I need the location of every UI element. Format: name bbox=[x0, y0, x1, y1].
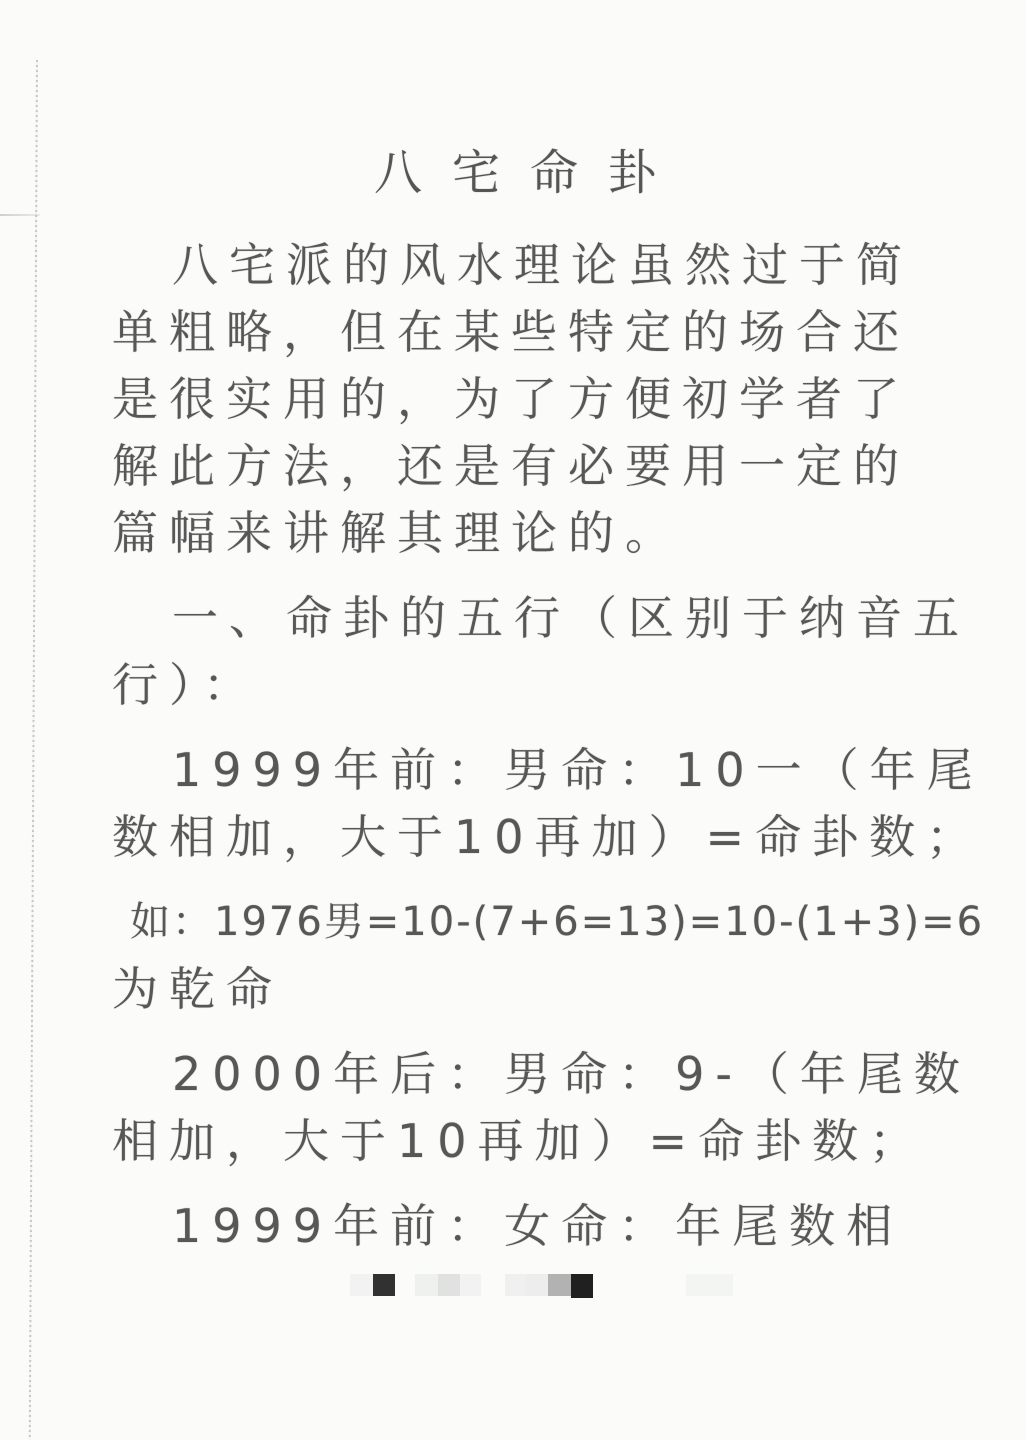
text-line: 篇幅来讲解其理论的。 bbox=[112, 506, 682, 560]
document-body bbox=[112, 138, 985, 1278]
pixelated-watermark bbox=[350, 1274, 770, 1300]
text-line: 2000年后：男命：9-（年尾数 bbox=[172, 1047, 971, 1101]
page-edge-scan-line bbox=[29, 60, 38, 1440]
text-line: 一、命卦的五行（区别于纳音五 bbox=[172, 591, 970, 645]
watermark-block bbox=[438, 1274, 460, 1296]
paragraph-male-after-2000 bbox=[112, 1041, 971, 1175]
section-heading-five-elements bbox=[112, 585, 970, 719]
text-line: 数相加，大于10再加）=命卦数； bbox=[112, 810, 984, 864]
watermark-block bbox=[548, 1274, 571, 1296]
watermark-block bbox=[415, 1274, 438, 1296]
watermark-block bbox=[373, 1274, 395, 1296]
paragraph-example-1976 bbox=[112, 889, 985, 1023]
text-line: 相加，大于10再加）=命卦数； bbox=[112, 1114, 927, 1168]
text-line: 行）： bbox=[112, 658, 260, 712]
text-line: 为乾命 bbox=[112, 962, 283, 1016]
watermark-block bbox=[350, 1274, 373, 1296]
watermark-block bbox=[686, 1274, 733, 1296]
text-line: 1999年前：女命：年尾数相 bbox=[172, 1199, 904, 1253]
paragraph-male-before-1999 bbox=[112, 737, 984, 871]
paragraph-female-before-1999 bbox=[112, 1193, 918, 1260]
text-line: 是很实用的，为了方便初学者了 bbox=[112, 372, 910, 426]
text-line: 解此方法，还是有必要用一定的 bbox=[112, 439, 910, 493]
watermark-block bbox=[571, 1274, 593, 1298]
text-line: 1999年前：男命：10一（年尾 bbox=[172, 743, 984, 797]
page-edge-tick-mark bbox=[0, 214, 40, 216]
paragraph-intro bbox=[112, 232, 918, 567]
page-title: 八宅命卦 bbox=[373, 145, 686, 201]
watermark-block bbox=[505, 1274, 526, 1296]
formula-line: 如：1976男=10-(7+6=13)=10-(1+3)=6 bbox=[130, 899, 985, 945]
watermark-block bbox=[526, 1274, 548, 1296]
text-line: 八宅派的风水理论虽然过于简 bbox=[172, 238, 913, 292]
watermark-block bbox=[460, 1274, 481, 1296]
text-line: 单粗略，但在某些特定的场合还 bbox=[112, 305, 910, 359]
